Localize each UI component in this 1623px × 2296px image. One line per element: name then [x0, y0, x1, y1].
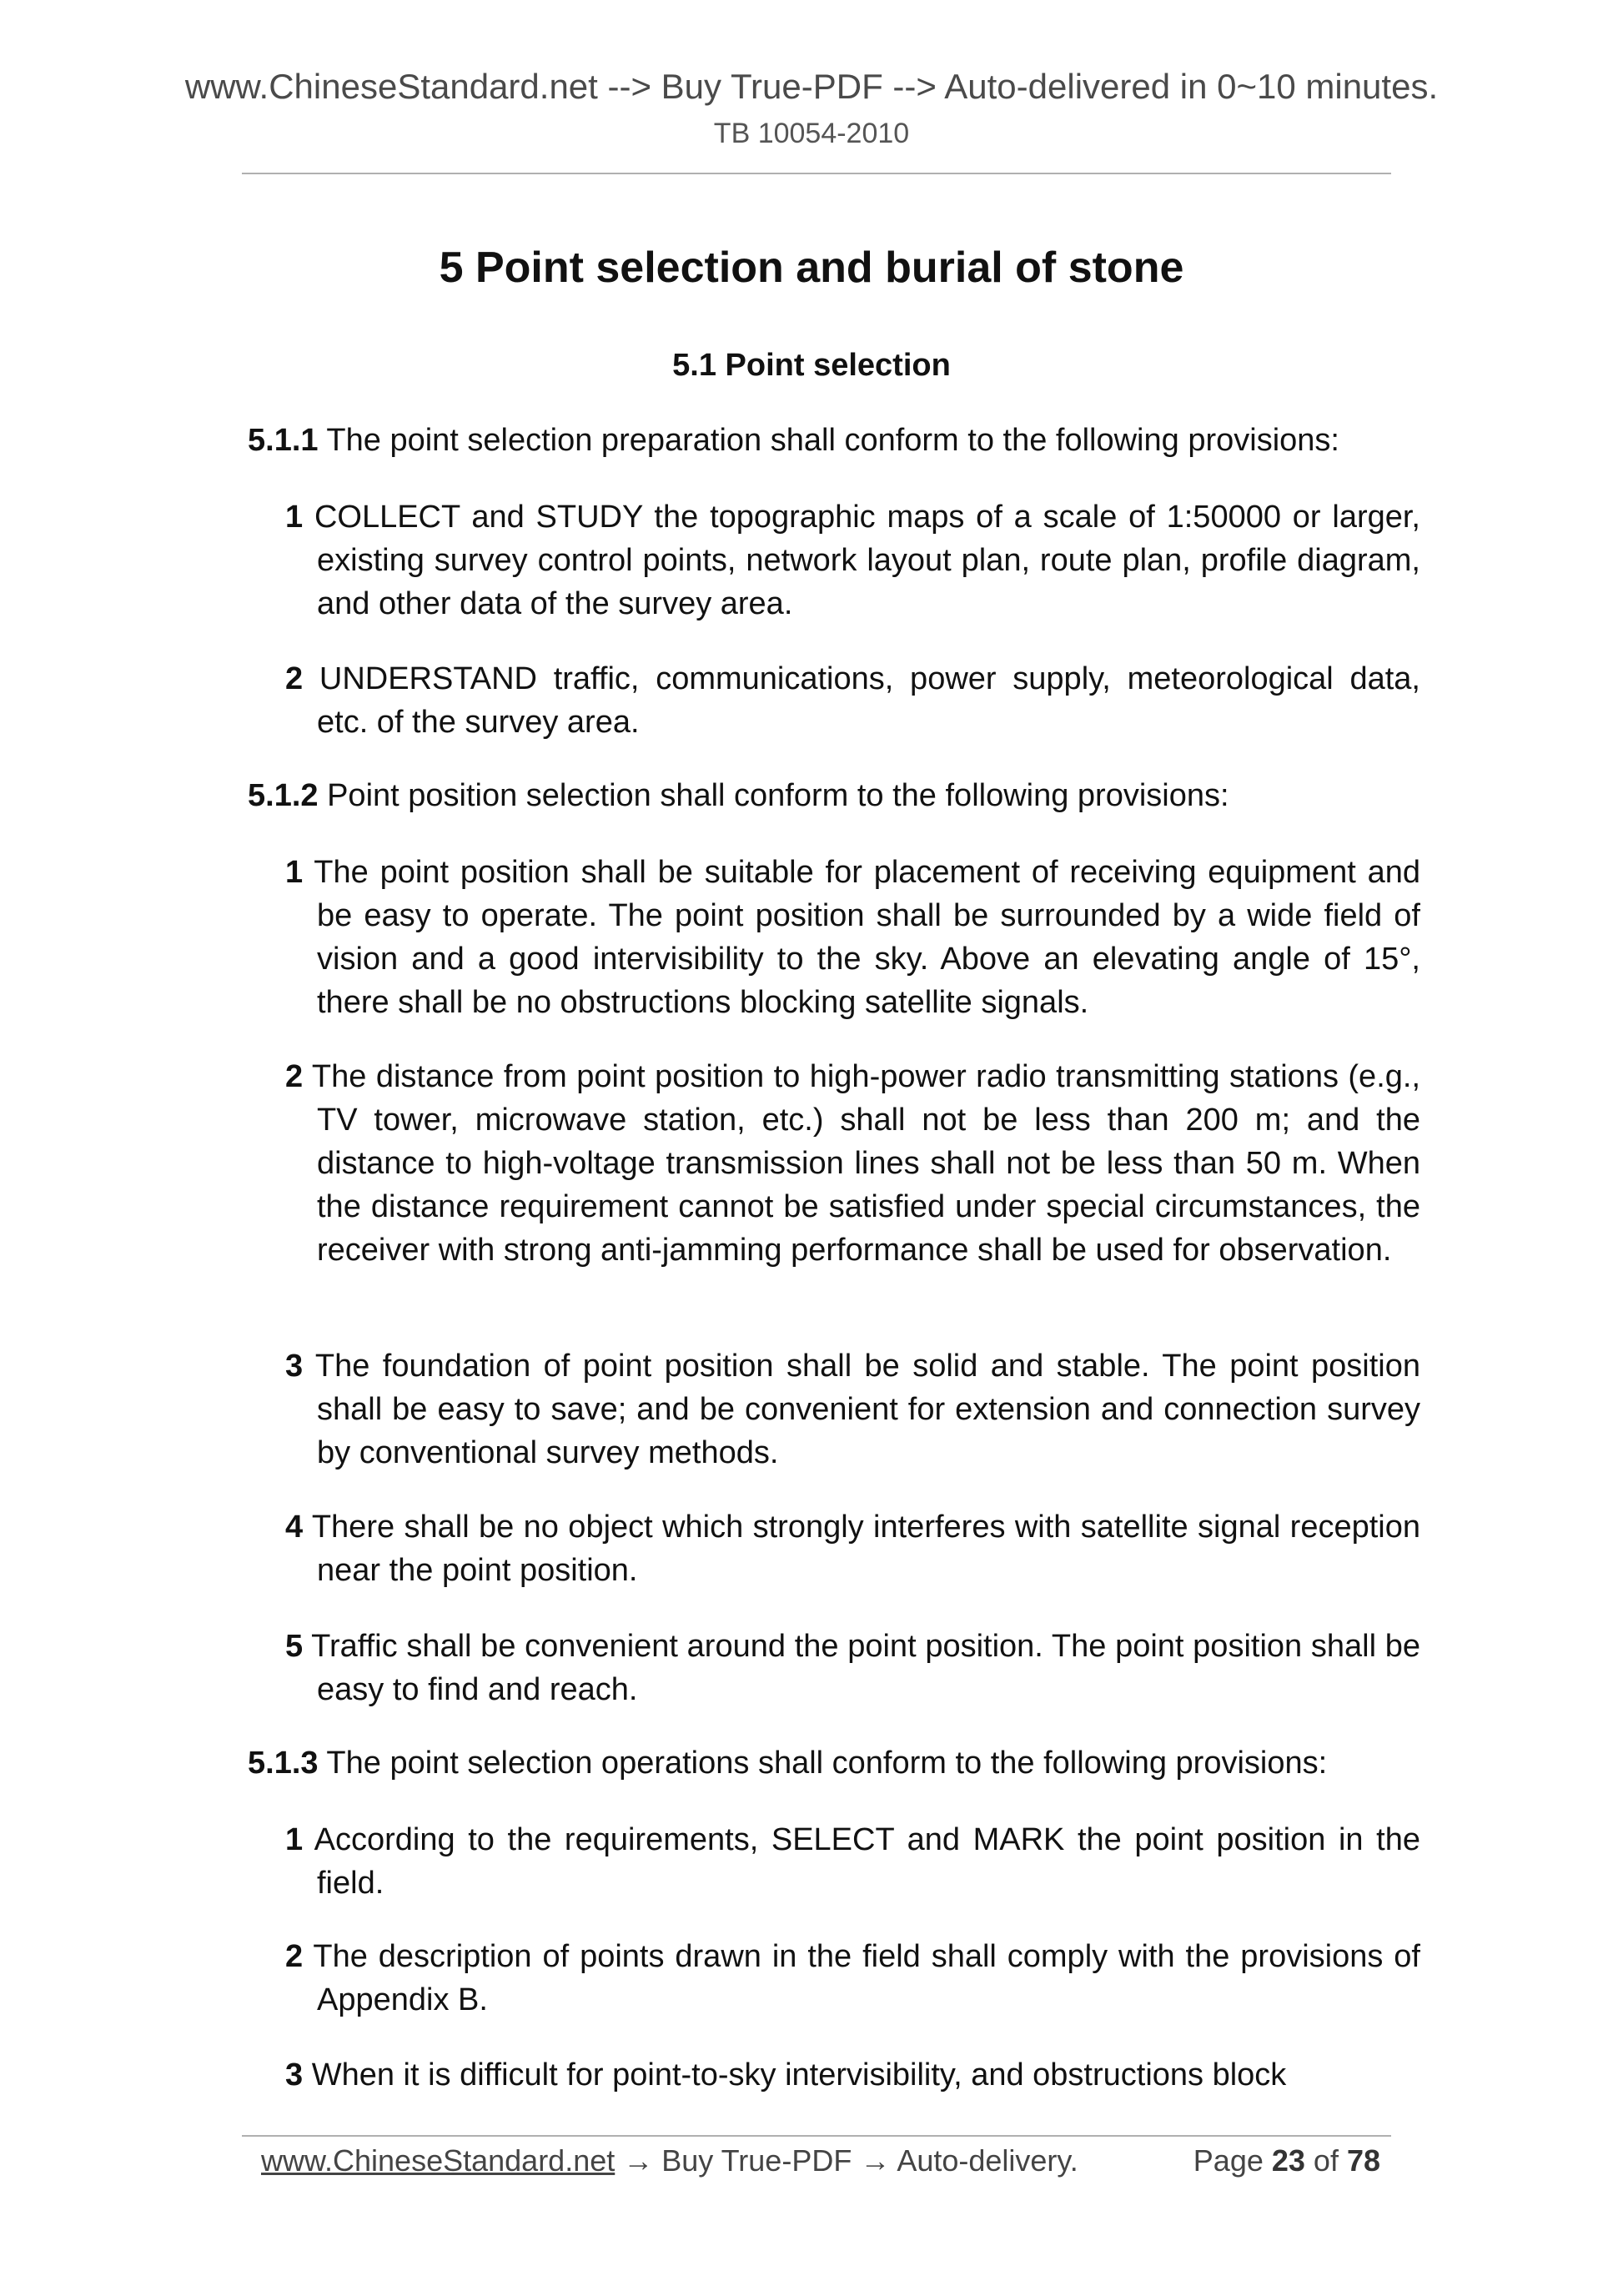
item-number: 3 [285, 1349, 304, 1384]
item-number: 1 [285, 855, 304, 890]
clause-5-1-3-item-2 [285, 1935, 1420, 2022]
of-label: of [1304, 2143, 1347, 2178]
footer-divider [242, 2135, 1391, 2137]
item-number: 2 [285, 661, 304, 696]
item-number: 4 [285, 1510, 304, 1545]
item-number: 3 [285, 2057, 304, 2093]
clause-5-1-3-item-3 [285, 2053, 1420, 2097]
clause-5-1-1 [248, 419, 1390, 462]
clause-5-1-2-item-1 [285, 851, 1420, 1024]
clause-5-1-3 [248, 1741, 1390, 1785]
clause-5-1-2-item-2 [285, 1055, 1420, 1272]
clause-number: 5.1.3 [248, 1746, 319, 1781]
clause-number: 5.1.1 [248, 423, 319, 458]
item-text: COLLECT and STUDY the topographic maps of a scale of 1:50000 or larger, existing survey control points, network layout plan, route plan, profile diagram, and other data of the survey area. [303, 500, 1420, 621]
chapter-title: 5 Point selection and burial of stone [439, 244, 1184, 292]
item-text: There shall be no object which strongly interferes with satellite signal reception near the point position. [303, 1510, 1420, 1588]
item-text: Traffic shall be convenient around the point position. The point position shall be easy to find and reach. [303, 1629, 1420, 1707]
clause-text: The point selection operations shall conform to the following provisions: [318, 1746, 1328, 1781]
item-text: The foundation of point position shall be solid and stable. The point position shall be easy to save; and be convenient for extension and connection survey by conventional survey methods. [303, 1349, 1420, 1470]
section-title: 5.1 Point selection [672, 348, 951, 383]
clause-5-1-3-item-1 [285, 1818, 1420, 1905]
item-number: 5 [285, 1629, 304, 1664]
item-number: 1 [285, 500, 304, 535]
item-text: The point position shall be suitable for placement of receiving equipment and be easy to operate. The point position shall be surrounded by a wide field of vision and a good intervisibility to the sky. Above an elevating angle of 15°, there shall be no obstructions blocking satellite signals. [303, 855, 1420, 1020]
clause-5-1-1-item-1 [285, 495, 1420, 625]
page-number: 23 [1271, 2143, 1305, 2178]
page-indicator [1193, 2139, 1380, 2183]
header-doc-id: TB 10054-2010 [713, 118, 910, 149]
item-text: When it is difficult for point-to-sky intervisibility, and obstructions block [303, 2057, 1287, 2093]
item-text: UNDERSTAND traffic, communications, power supply, meteorological data, etc. of the survey area. [303, 661, 1420, 740]
header-divider [242, 173, 1391, 174]
item-number: 2 [285, 1939, 304, 1974]
clause-text: The point selection preparation shall conform to the following provisions: [318, 423, 1339, 458]
clause-5-1-1-item-2 [285, 657, 1420, 744]
item-text: The distance from point position to high-power radio transmitting stations (e.g., TV tower, microwave station, etc.) shall not be less than 200 m; and the distance to high-voltage transmission lines shall not be less than 50 m. When the distance requirement cannot be satisfied under special circumstances, the receiver with strong anti-jamming performance shall be used for observation. [303, 1059, 1420, 1268]
clause-number: 5.1.2 [248, 778, 319, 813]
header-site-line: www.ChineseStandard.net --> Buy True-PDF --> Auto-delivered in 0~10 minutes. [184, 67, 1439, 106]
item-text: According to the requirements, SELECT and MARK the point position in the field. [303, 1822, 1420, 1901]
item-number: 2 [285, 1059, 304, 1094]
clause-5-1-2 [248, 774, 1390, 817]
clause-5-1-2-item-4 [285, 1505, 1420, 1592]
page-label: Page [1193, 2143, 1272, 2178]
total-pages: 78 [1346, 2143, 1380, 2178]
item-number: 1 [285, 1822, 304, 1857]
clause-5-1-2-item-3 [285, 1344, 1420, 1475]
item-text: The description of points drawn in the field shall comply with the provisions of Appendix B. [303, 1939, 1420, 2017]
footer-tagline: → Buy True-PDF → Auto-delivery. [615, 2143, 1078, 2178]
footer-site-link[interactable]: www.ChineseStandard.net [261, 2143, 616, 2178]
clause-text: Point position selection shall conform to the following provisions: [318, 778, 1229, 813]
page-footer [261, 2139, 1389, 2183]
clause-5-1-2-item-5 [285, 1625, 1420, 1711]
